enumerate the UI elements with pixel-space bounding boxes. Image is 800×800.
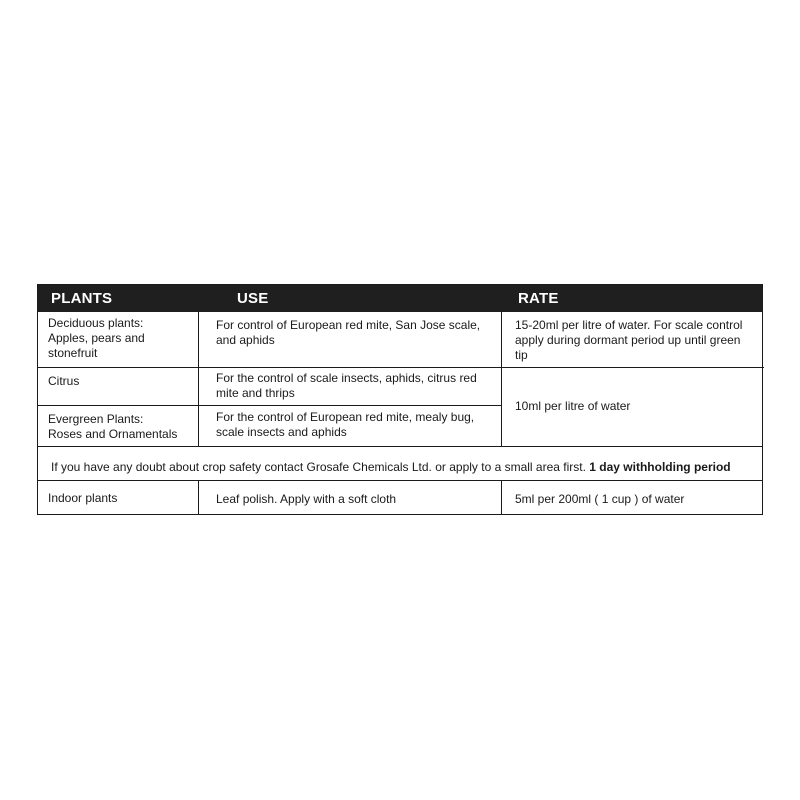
row-divider — [38, 480, 762, 481]
row-divider — [501, 367, 764, 368]
row-deciduous-rate: 15-20ml per litre of water. For scale control apply during dormant period up until green tip — [515, 318, 743, 362]
column-divider — [501, 312, 502, 446]
row-citrus-plants: Citrus — [48, 374, 80, 388]
row-deciduous-plants: Deciduous plants: Apples, pears and stonefruit — [48, 316, 145, 360]
column-divider — [501, 480, 502, 514]
row-indoor-use: Leaf polish. Apply with a soft cloth — [216, 492, 397, 506]
row-evergreen-use: For the control of European red mite, mealy bug, scale insects and aphids — [216, 410, 475, 439]
usage-table — [37, 284, 763, 515]
column-divider — [198, 480, 199, 514]
header-rate: RATE — [518, 290, 559, 307]
row-divider — [38, 446, 762, 447]
row-deciduous-use: For control of European red mite, San Jose scale, and aphids — [216, 318, 481, 347]
safety-note — [51, 460, 731, 475]
row-divider — [38, 405, 501, 406]
safety-note-text: If you have any doubt about crop safety contact Grosafe Chemicals Ltd. or apply to a small area first. — [51, 460, 590, 474]
shared-rate: 10ml per litre of water — [515, 399, 631, 413]
row-divider — [38, 367, 501, 368]
table-header — [38, 285, 762, 312]
row-indoor-plants: Indoor plants — [48, 491, 118, 505]
column-divider — [198, 312, 199, 446]
row-indoor-rate: 5ml per 200ml ( 1 cup ) of water — [515, 492, 685, 506]
row-citrus-use: For the control of scale insects, aphids, citrus red mite and thrips — [216, 371, 477, 400]
header-use: USE — [237, 290, 269, 307]
withholding-period: 1 day withholding period — [589, 460, 731, 474]
header-plants: PLANTS — [51, 290, 113, 307]
row-evergreen-plants: Evergreen Plants: Roses and Ornamentals — [48, 412, 178, 441]
